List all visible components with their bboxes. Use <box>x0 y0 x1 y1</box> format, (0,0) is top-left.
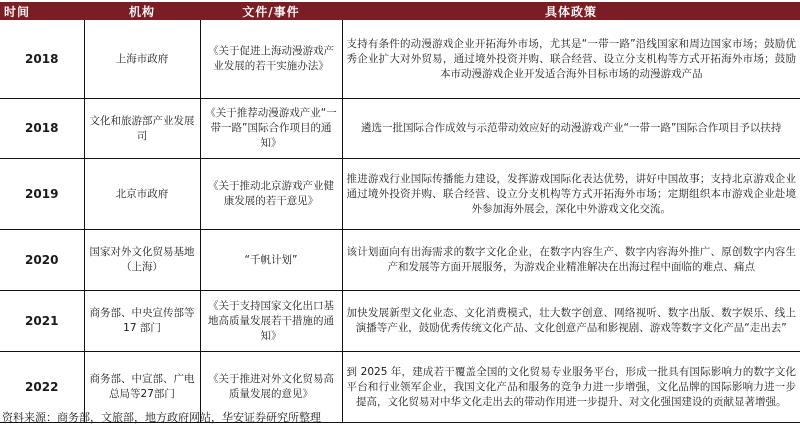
table-row <box>0 230 800 291</box>
row-institution: 上海市政府 <box>84 20 200 99</box>
row-year: 2018 <box>0 99 84 159</box>
table-row <box>0 159 800 230</box>
row-institution: 文化和旅游部产业发展司 <box>84 99 200 159</box>
table-row <box>0 291 800 352</box>
table-header <box>0 2 800 20</box>
row-year: 2019 <box>0 159 84 230</box>
row-document: 《关于推动北京游戏产业健康发展的若干意见》 <box>200 159 342 230</box>
header-policy: 具体政策 <box>342 2 800 20</box>
policy-table <box>0 2 800 423</box>
header-document: 文件/事件 <box>200 2 342 20</box>
row-year: 2020 <box>0 230 84 291</box>
row-policy: 该计划面向有出海需求的数字文化企业，在数字内容生产、数字内容海外推广、原创数字内容生产和发展等方面开展服务，为游戏企业精准解决在出海过程中面临的难点、痛点 <box>342 230 800 291</box>
row-year: 2022 <box>0 352 84 423</box>
row-year: 2021 <box>0 291 84 352</box>
header-row <box>0 2 800 20</box>
row-document: 《关于促进上海动漫游戏产业发展的若干实施办法》 <box>200 20 342 99</box>
row-document: “千帆计划” <box>200 230 342 291</box>
row-institution: 商务部、中宣部、广电总局等27部门 <box>84 352 200 423</box>
row-policy: 遴选一批国际合作成效与示范带动效应好的动漫游戏产业“一带一路”国际合作项目予以扶持 <box>342 99 800 159</box>
row-policy: 加快发展新型文化业态、文化消费模式，壮大数字创意、网络视听、数字出版、数字娱乐、线上演播等产业，鼓励优秀传统文化产品、文化创意产品和影视剧、游戏等数字文化产品“走出去” <box>342 291 800 352</box>
row-institution: 北京市政府 <box>84 159 200 230</box>
row-policy: 支持有条件的动漫游戏企业开拓海外市场，尤其是“一带一路”沿线国家和周边国家市场；鼓励优秀企业扩大对外贸易，通过境外投资并购、联合经营、设立分支机构等方式开拓海外市场；鼓励本市动漫游戏企业开发适合海外目标市场的动漫游戏产品 <box>342 20 800 99</box>
source-note: 资料来源：商务部，文旅部，地方政府网站，华安证券研究所整理 <box>2 411 321 424</box>
row-policy: 推进游戏行业国际传播能力建设，发挥游戏国际化表达优势，讲好中国故事；支持北京游戏企业通过境外投资并购、联合经营、设立分支机构等方式开拓海外市场；定期组织本市游戏企业赴境外参加海外展会，深化中外游戏文化交流。 <box>342 159 800 230</box>
row-document: 《关于推进对外文化贸易高质量发展的意见》 <box>200 352 342 423</box>
table-body <box>0 20 800 423</box>
table-row <box>0 99 800 159</box>
row-institution: 商务部、中央宣传部等 17 部门 <box>84 291 200 352</box>
header-institution: 机构 <box>84 2 200 20</box>
row-year: 2018 <box>0 20 84 99</box>
row-institution: 国家对外文化贸易基地（上海） <box>84 230 200 291</box>
row-document: 《关于推荐动漫游戏产业“一带一路”国际合作项目的通知》 <box>200 99 342 159</box>
row-policy: 到 2025 年，建成若干覆盖全国的文化贸易专业服务平台，形成一批具有国际影响力的数字文化平台和行业领军企业，我国文化产品和服务的竞争力进一步增强，文化品牌的国际影响力进一步提高，文化贸易对中华文化走出去的带动作用进一步提升、对文化强国建设的贡献显著增强。 <box>342 352 800 423</box>
header-year: 时间 <box>0 2 84 20</box>
row-document: 《关于支持国家文化出口基地高质量发展若干措施的通知》 <box>200 291 342 352</box>
table-row <box>0 20 800 99</box>
